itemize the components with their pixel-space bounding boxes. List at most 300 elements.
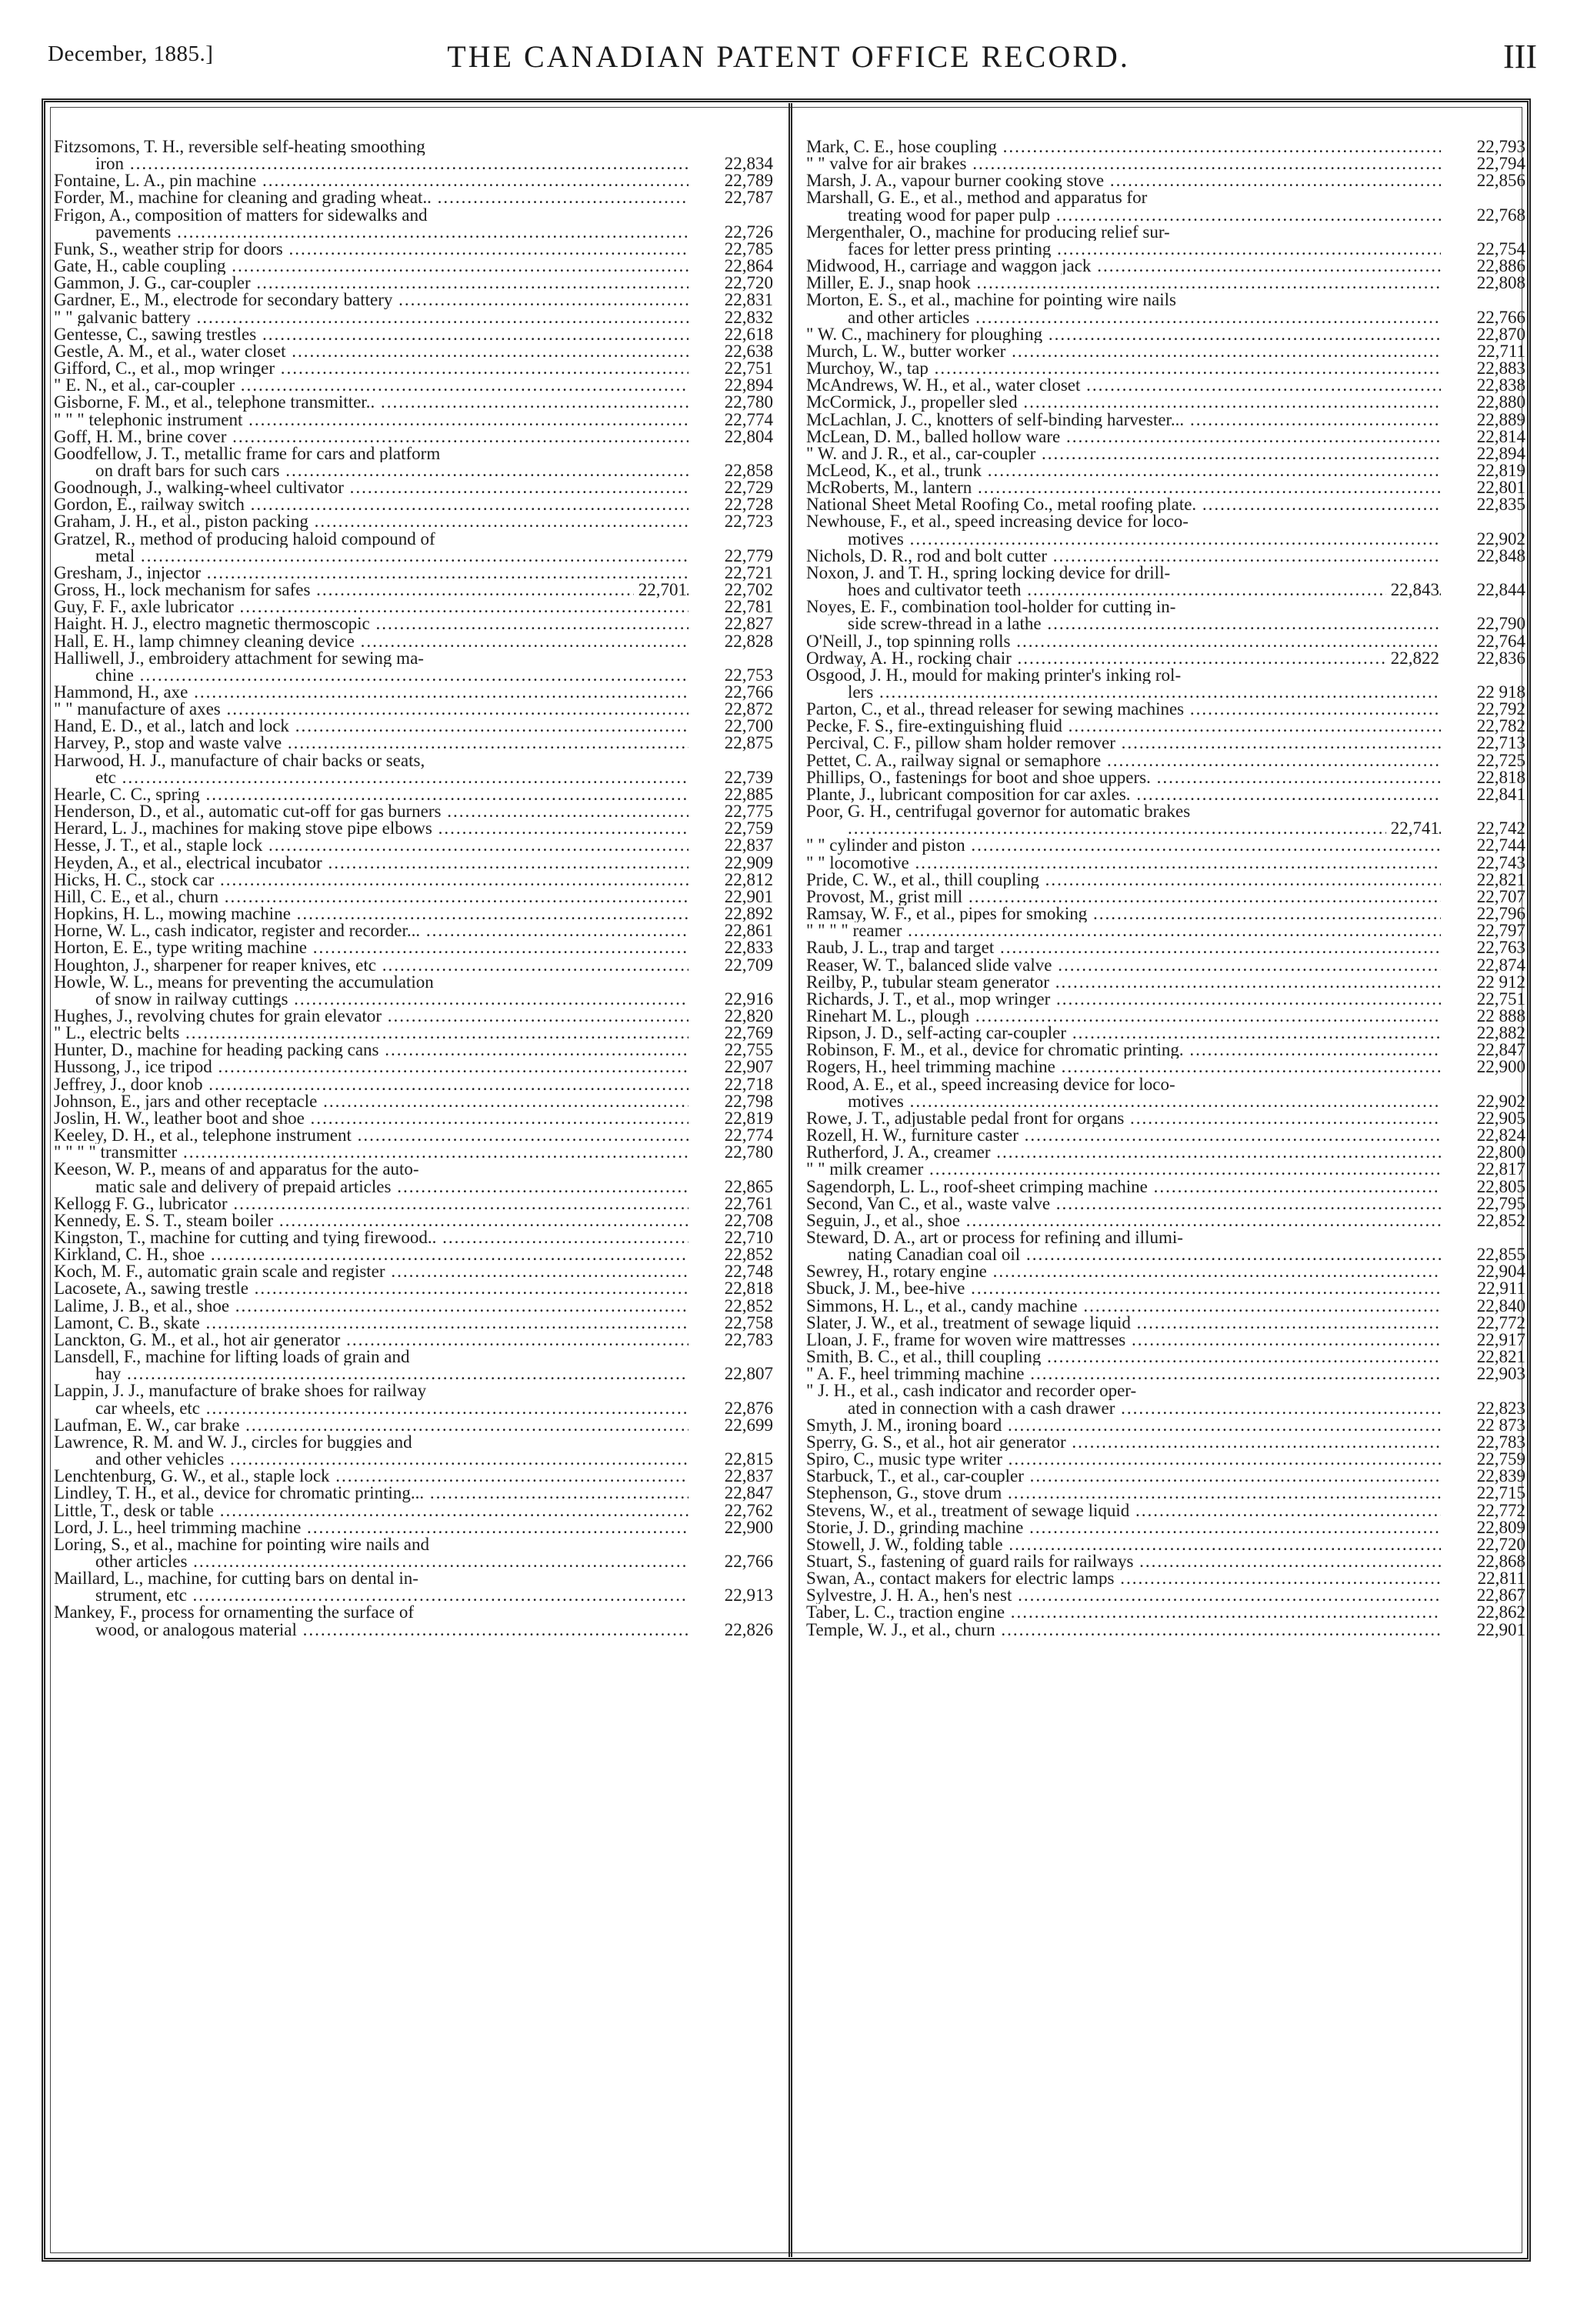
index-entry xyxy=(54,1329,773,1349)
index-entry xyxy=(54,360,773,377)
entry-text: Stuart, S., fastening of guard rails for railways ..... xyxy=(806,1553,1441,1570)
entry-patent-number: 22,766 xyxy=(1476,307,1525,327)
page-header xyxy=(0,38,1577,85)
index-entry xyxy=(54,513,773,530)
entry-text: Harwood, H. J., manufacture of chair backs or seats, xyxy=(54,752,425,769)
entry-text: Joslin, H. W., leather boot and shoe ..... xyxy=(54,1110,688,1127)
index-entry xyxy=(54,1312,773,1332)
index-entry xyxy=(806,545,1525,565)
entry-continuation: faces for letter press printing ..... xyxy=(806,241,1441,258)
index-entry xyxy=(54,343,773,360)
entry-patent-number: 22,761 xyxy=(724,1193,773,1213)
entry-patent-number: 22,782 xyxy=(1476,716,1525,736)
entry-text: Hicks, H. C., stock car ..... xyxy=(54,872,688,889)
entry-patent-number: 22,841 xyxy=(1476,784,1525,804)
index-entry xyxy=(54,1263,773,1280)
index-entry xyxy=(806,752,1525,769)
index-entry xyxy=(806,1382,1525,1416)
entry-text: Gentesse, C., sawing trestles ..... xyxy=(54,326,688,343)
entry-alt-patent-number: 22,701 xyxy=(634,582,687,599)
index-entry xyxy=(54,599,773,615)
entry-patent-number: 22,709 xyxy=(724,955,773,975)
index-entry xyxy=(54,1195,773,1212)
index-entry xyxy=(54,428,773,445)
entry-patent-number: 22,820 xyxy=(724,1005,773,1025)
index-entry xyxy=(54,292,773,308)
index-entry xyxy=(54,562,773,582)
entry-text: Little, T., desk or table ..... xyxy=(54,1502,688,1519)
entry-patent-number: 22,916 xyxy=(724,989,773,1009)
entry-text: Pettet, C. A., railway signal or semaphore ..... xyxy=(806,752,1441,769)
entry-text: Marshall, G. E., et al., method and apparatus for xyxy=(806,189,1148,207)
entry-text: Howle, W. L., means for preventing the accumulation xyxy=(54,973,434,991)
entry-text: Lappin, J. J., manufacture of brake shoes for railway xyxy=(54,1382,427,1400)
entry-patent-number: 22,721 xyxy=(724,562,773,582)
entry-text: Lamont, C. B., skate ..... xyxy=(54,1315,688,1332)
entry-text: Kennedy, E. S. T., steam boiler ..... xyxy=(54,1212,688,1229)
entry-text: Guy, F. F., axle lubricator ..... xyxy=(54,599,688,615)
index-entry xyxy=(54,1382,773,1416)
index-entry xyxy=(806,1229,1525,1263)
index-entry xyxy=(806,1587,1525,1604)
index-entry xyxy=(806,1417,1525,1434)
entry-text: Gross, H., lock mechanism for safes ..... xyxy=(54,582,688,599)
entry-text: Ordway, A. H., rocking chair ..... xyxy=(806,650,1441,667)
index-entry xyxy=(806,1619,1525,1639)
entry-patent-number: 22,766 xyxy=(724,682,773,702)
entry-patent-number: 22,835 xyxy=(1476,495,1525,515)
entry-text: McRoberts, M., lantern ..... xyxy=(806,479,1441,496)
entry-alt-patent-number: 22,843 xyxy=(1386,582,1439,599)
entry-patent-number: 22,832 xyxy=(724,307,773,327)
entry-text: Horton, E. E., type writing machine ..... xyxy=(54,939,688,956)
entry-text: Frigon, A., composition of matters for sidewalks and xyxy=(54,206,428,224)
entry-text: Spiro, C., music type writer ..... xyxy=(806,1451,1441,1468)
entry-patent-number: 22,809 xyxy=(1476,1517,1525,1537)
entry-patent-number: 22,882 xyxy=(1476,1023,1525,1043)
entry-continuation: nating Canadian coal oil ..... xyxy=(806,1246,1441,1263)
entry-patent-number: 22,840 xyxy=(1476,1295,1525,1315)
entry-text: Ramsay, W. F., et al., pipes for smoking ..... xyxy=(806,905,1441,922)
index-entry xyxy=(806,1451,1525,1468)
entry-patent-number: 22,702 xyxy=(724,580,773,600)
entry-patent-number: 22,781 xyxy=(724,597,773,617)
entry-patent-number: 22,775 xyxy=(724,802,773,822)
index-entry xyxy=(54,886,773,906)
entry-patent-number: 22 918 xyxy=(1476,682,1525,702)
entry-text: Gratzel, R., method of producing haloid compound of xyxy=(54,530,435,548)
entry-continuation: hay ..... xyxy=(54,1365,688,1382)
entry-patent-number: 22,707 xyxy=(1476,886,1525,906)
index-entry xyxy=(54,922,773,939)
entry-continuation: side screw-thread in a lathe ..... xyxy=(806,615,1441,632)
entry-patent-number: 22,821 xyxy=(1476,1347,1525,1367)
index-entry xyxy=(54,820,773,837)
entry-text: Lacosete, A., sawing trestle ..... xyxy=(54,1280,688,1297)
entry-text: Lawrence, R. M. and W. J., circles for buggies and xyxy=(54,1433,412,1452)
index-entry xyxy=(806,360,1525,377)
entry-text: Hand, E. D., et al., latch and lock ..... xyxy=(54,718,688,735)
index-entry xyxy=(54,1604,773,1638)
entry-patent-number: 22,917 xyxy=(1476,1329,1525,1349)
index-entry xyxy=(54,615,773,632)
entry-text: Noyes, E. F., combination tool-holder for cutting in- xyxy=(806,599,1176,616)
entry-patent-number: 22,870 xyxy=(1476,324,1525,344)
entry-text: Fitzsomons, T. H., reversible self-heating smoothing xyxy=(54,138,425,156)
index-entry xyxy=(54,650,773,684)
entry-patent-number: 22,862 xyxy=(1476,1602,1525,1622)
entry-text: " W. C., machinery for ploughing ..... xyxy=(806,326,1441,343)
entry-continuation: metal ..... xyxy=(54,548,688,565)
entry-text: Mankey, F., process for ornamenting the surface of xyxy=(54,1604,415,1622)
entry-patent-number: 22,783 xyxy=(1476,1432,1525,1452)
entry-text: " " milk creamer ..... xyxy=(806,1161,1441,1178)
entry-patent-number: 22,855 xyxy=(1476,1245,1525,1265)
entry-patent-number: 22,728 xyxy=(724,495,773,515)
index-entry xyxy=(806,513,1525,547)
index-entry xyxy=(54,684,773,701)
entry-text: Hammond, H., axe ..... xyxy=(54,684,688,701)
entry-text: Steward, D. A., art or process for refining and illumi- xyxy=(806,1229,1183,1247)
index-entry xyxy=(54,531,773,565)
index-entry xyxy=(806,292,1525,325)
entry-patent-number: 22,812 xyxy=(724,869,773,889)
entry-patent-number: 22,774 xyxy=(724,409,773,429)
entry-text: Hopkins, H. L., mowing machine ..... xyxy=(54,905,688,922)
entry-patent-number: 22,833 xyxy=(724,938,773,958)
entry-patent-number: 22,762 xyxy=(724,1500,773,1520)
entry-text: Reilby, P., tubular steam generator ..... xyxy=(806,974,1441,991)
entry-patent-number: 22,844 xyxy=(1476,580,1525,600)
entry-text: Herard, L. J., machines for making stove pipe elbows ..... xyxy=(54,820,688,837)
entry-continuation: iron ..... xyxy=(54,155,688,172)
index-entry xyxy=(54,1229,773,1246)
index-entry xyxy=(54,1349,773,1382)
entry-patent-number: 22,805 xyxy=(1476,1176,1525,1196)
index-entry xyxy=(54,1042,773,1059)
entry-patent-number: 22,852 xyxy=(724,1295,773,1315)
entry-text: Horne, W. L., cash indicator, register and recorder... ..... xyxy=(54,922,688,939)
entry-text: Laufman, E. W., car brake ..... xyxy=(54,1417,688,1434)
index-entry xyxy=(806,1365,1525,1382)
entry-patent-number: 22,759 xyxy=(1476,1449,1525,1469)
entry-text: Sperry, G. S., et al., hot air generator ..... xyxy=(806,1434,1441,1451)
index-entry xyxy=(54,326,773,343)
entry-patent-number: 22,797 xyxy=(1476,921,1525,941)
entry-patent-number: 22,787 xyxy=(724,188,773,208)
entry-text: Robinson, F. M., et al., device for chromatic printing. ..... xyxy=(806,1042,1441,1059)
entry-text: Temple, W. J., et al., churn ..... xyxy=(806,1622,1441,1639)
index-entry xyxy=(806,1434,1525,1451)
entry-text: Sylvestre, J. H. A., hen's nest ..... xyxy=(806,1587,1441,1604)
entry-patent-number: 22,885 xyxy=(724,784,773,804)
entry-text: Henderson, D., et al., automatic cut-off for gas burners ..... xyxy=(54,803,688,820)
entry-patent-number: 22,800 xyxy=(1476,1142,1525,1162)
index-entry xyxy=(806,1502,1525,1519)
entry-patent-number: 22,772 xyxy=(1476,1500,1525,1520)
index-entry xyxy=(806,869,1525,889)
index-entry xyxy=(806,837,1525,854)
index-entry xyxy=(54,394,773,411)
entry-alt-patent-number: 22,822 xyxy=(1386,650,1439,667)
entry-continuation: car wheels, etc ..... xyxy=(54,1400,688,1417)
index-entry xyxy=(806,991,1525,1008)
entry-patent-number: 22,836 xyxy=(1476,648,1525,668)
entry-patent-number: 22,718 xyxy=(724,1074,773,1094)
entry-patent-number: 22,902 xyxy=(1476,528,1525,548)
entry-continuation xyxy=(806,820,1441,837)
entry-patent-number: 22,780 xyxy=(724,392,773,412)
entry-text: " " locomotive ..... xyxy=(806,855,1441,872)
entry-text: Simmons, H. L., et al., candy machine ..... xyxy=(806,1298,1441,1315)
index-entry xyxy=(806,1295,1525,1315)
entry-text: Midwood, H., carriage and waggon jack ..... xyxy=(806,258,1441,275)
entry-text: Gifford, C., et al., mop wringer ..... xyxy=(54,360,688,377)
entry-text: Gordon, E., railway switch ..... xyxy=(54,496,688,513)
index-entry xyxy=(806,445,1525,462)
entry-text: Goodnough, J., walking-wheel cultivator ..... xyxy=(54,479,688,496)
entry-text: Kellogg F. G., lubricator ..... xyxy=(54,1195,688,1212)
entry-patent-number: 22 912 xyxy=(1476,972,1525,992)
index-entry xyxy=(54,1570,773,1604)
entry-text: Mergenthaler, O., machine for producing relief sur- xyxy=(806,223,1170,241)
entry-patent-number: 22,769 xyxy=(724,1023,773,1043)
index-entry xyxy=(806,565,1525,599)
entry-patent-number: 22,708 xyxy=(724,1210,773,1230)
index-entry xyxy=(806,275,1525,292)
entry-text: Hunter, D., machine for heading packing cans ..... xyxy=(54,1042,688,1059)
entry-text: Loring, S., et al., machine for pointing wire nails and xyxy=(54,1535,429,1553)
index-entry xyxy=(806,650,1525,667)
index-entry xyxy=(54,1025,773,1042)
entry-text: Murchoy, W., tap ..... xyxy=(806,360,1441,377)
entry-patent-number: 22,783 xyxy=(724,1329,773,1349)
entry-continuation: pavements ..... xyxy=(54,224,688,241)
entry-patent-number: 22,720 xyxy=(724,273,773,293)
entry-continuation: treating wood for paper pulp ..... xyxy=(806,207,1441,224)
index-entry xyxy=(806,852,1525,872)
entry-patent-number: 22,894 xyxy=(724,375,773,395)
entry-text: Marsh, J. A., vapour burner cooking stove ..... xyxy=(806,172,1441,189)
entry-patent-number: 22,818 xyxy=(724,1279,773,1299)
index-entry xyxy=(806,1076,1525,1110)
entry-patent-number: 22,792 xyxy=(1476,699,1525,719)
entry-text: Hesse, J. T., et al., staple lock ..... xyxy=(54,837,688,854)
entry-patent-number: 22,852 xyxy=(1476,1210,1525,1230)
entry-patent-number: 22,764 xyxy=(1476,631,1525,651)
index-entry xyxy=(806,1110,1525,1127)
index-entry xyxy=(806,769,1525,786)
entry-text: Rinehart M. L., plough ..... xyxy=(806,1008,1441,1025)
entry-text: McAndrews, W. H., et al., water closet ..... xyxy=(806,377,1441,394)
index-entry xyxy=(54,786,773,803)
entry-patent-number: 22,834 xyxy=(724,154,773,174)
entry-text: Murch, L. W., butter worker ..... xyxy=(806,343,1441,360)
index-entry xyxy=(54,1246,773,1263)
entry-text: " J. H., et al., cash indicator and recorder oper- xyxy=(806,1382,1137,1400)
entry-patent-number: 22,748 xyxy=(724,1262,773,1282)
entry-patent-number: 22,713 xyxy=(1476,733,1525,753)
entry-patent-number: 22,911 xyxy=(1477,1279,1525,1299)
index-entry xyxy=(54,633,773,650)
entry-text: McLeod, K., et al., trunk ..... xyxy=(806,462,1441,479)
header-date: December, 1885.] xyxy=(48,42,214,66)
entry-text: Sbuck, J. M., bee-hive ..... xyxy=(806,1280,1441,1297)
index-entry xyxy=(806,939,1525,956)
index-entry xyxy=(806,1485,1525,1502)
page-number: III xyxy=(1503,38,1537,75)
entry-patent-number: 22,847 xyxy=(1476,1040,1525,1060)
entry-text: Lloan, J. F., frame for woven wire mattresses ..... xyxy=(806,1332,1441,1349)
entry-text: Gammon, J. G., car-coupler ..... xyxy=(54,275,688,292)
entry-text: Fontaine, L. A., pin machine ..... xyxy=(54,172,688,189)
entry-text: Taber, L. C., traction engine ..... xyxy=(806,1604,1441,1621)
entry-text: " E. N., et al., car-coupler ..... xyxy=(54,377,688,394)
entry-text: Goodfellow, J. T., metallic frame for cars and platform xyxy=(54,445,441,462)
entry-continuation: etc ..... xyxy=(54,769,688,786)
entry-text: " W. and J. R., et al., car-coupler ..... xyxy=(806,445,1441,462)
entry-text: Provost, M., grist mill ..... xyxy=(806,889,1441,905)
entry-continuation: motives ..... xyxy=(806,531,1441,548)
index-entry xyxy=(54,479,773,496)
index-entry xyxy=(806,803,1525,837)
entry-text: " " valve for air brakes ..... xyxy=(806,155,1441,172)
index-entry xyxy=(54,1519,773,1536)
index-entry xyxy=(806,409,1525,429)
entry-text: Hill, C. E., et al., churn ..... xyxy=(54,889,688,905)
entry-patent-number: 22,726 xyxy=(724,222,773,242)
entry-patent-number: 22,710 xyxy=(724,1228,773,1247)
entry-patent-number: 22,875 xyxy=(724,733,773,753)
entry-patent-number: 22,856 xyxy=(1476,171,1525,191)
entry-text: Keeson, W. P., means of and apparatus for the auto- xyxy=(54,1161,419,1179)
entry-patent-number: 22,723 xyxy=(724,512,773,532)
index-entry xyxy=(54,582,773,599)
index-entry xyxy=(806,599,1525,632)
entry-patent-number: 22,817 xyxy=(1476,1159,1525,1179)
index-entry xyxy=(806,1519,1525,1536)
entry-patent-number: 22,699 xyxy=(724,1415,773,1435)
index-entry xyxy=(806,1329,1525,1349)
entry-text: Jeffrey, J., door knob ..... xyxy=(54,1076,688,1093)
entry-text: " L., electric belts ..... xyxy=(54,1025,688,1042)
index-entry xyxy=(54,1127,773,1144)
index-entry xyxy=(806,1570,1525,1587)
entry-patent-number: 22,785 xyxy=(724,238,773,258)
entry-continuation: other articles ..... xyxy=(54,1553,688,1570)
entry-patent-number: 22,819 xyxy=(724,1108,773,1128)
entry-text: McLachlan, J. C., knotters of self-binding harvester... ..... xyxy=(806,412,1441,428)
index-entry xyxy=(806,1263,1525,1280)
entry-patent-number: 22,807 xyxy=(724,1364,773,1384)
entry-patent-number: 22,900 xyxy=(1476,1057,1525,1077)
index-entry xyxy=(806,1349,1525,1365)
entry-patent-number: 22,814 xyxy=(1476,426,1525,446)
index-entry xyxy=(54,957,773,974)
left-column-index xyxy=(54,138,773,1639)
entry-text: Smith, B. C., et al., thill coupling ..... xyxy=(806,1349,1441,1365)
index-entry xyxy=(54,1110,773,1127)
entry-text: " " " " transmitter ..... xyxy=(54,1144,688,1161)
entry-patent-number: 22,901 xyxy=(724,886,773,906)
entry-text: Halliwell, J., embroidery attachment for sewing ma- xyxy=(54,649,424,667)
entry-text: " " " " reamer ..... xyxy=(806,922,1441,939)
entry-patent-number: 22,790 xyxy=(1476,614,1525,634)
entry-patent-number: 22,743 xyxy=(1476,852,1525,872)
index-entry xyxy=(54,409,773,429)
entry-text: Slater, J. W., et al., treatment of sewage liquid ..... xyxy=(806,1315,1441,1332)
index-entry xyxy=(54,138,773,172)
entry-patent-number: 22,904 xyxy=(1476,1262,1525,1282)
index-entry xyxy=(54,275,773,292)
entry-patent-number: 22,801 xyxy=(1476,478,1525,498)
entry-text: Ripson, J. D., self-acting car-coupler ..... xyxy=(806,1025,1441,1042)
entry-patent-number: 22,779 xyxy=(724,545,773,565)
entry-patent-number: 22,864 xyxy=(724,256,773,276)
entry-patent-number: 22,889 xyxy=(1476,409,1525,429)
entry-text: Phillips, O., fastenings for boot and shoe uppers. ..... xyxy=(806,769,1441,786)
entry-text: Hearle, C. C., spring ..... xyxy=(54,786,688,803)
index-entry xyxy=(54,1295,773,1315)
index-entry xyxy=(54,1144,773,1161)
entry-continuation: ated in connection with a cash drawer ..... xyxy=(806,1400,1441,1417)
entry-patent-number: 22,739 xyxy=(724,767,773,787)
entry-text: " A. F., heel trimming machine ..... xyxy=(806,1365,1441,1382)
entry-patent-number: 22,837 xyxy=(724,1466,773,1486)
entry-text: Stevens, W., et al., treatment of sewage liquid ..... xyxy=(806,1502,1441,1519)
entry-patent-number: 22,852 xyxy=(724,1245,773,1265)
index-entry xyxy=(806,1468,1525,1485)
entry-text: Parton, C., et al., thread releaser for sewing machines ..... xyxy=(806,701,1441,718)
entry-text: " " galvanic battery ..... xyxy=(54,309,688,326)
header-title: THE CANADIAN PATENT OFFICE RECORD. xyxy=(447,39,1130,74)
index-entry xyxy=(806,735,1525,752)
entry-patent-number: 22,711 xyxy=(1477,341,1525,361)
entry-patent-number: 22,894 xyxy=(1476,443,1525,463)
index-entry xyxy=(806,1025,1525,1042)
entry-patent-number: 22,772 xyxy=(1476,1312,1525,1332)
index-entry xyxy=(54,1093,773,1110)
entry-text: Rood, A. E., et al., speed increasing device for loco- xyxy=(806,1075,1175,1093)
entry-text: Percival, C. F., pillow sham holder remover ..... xyxy=(806,735,1441,752)
index-entry xyxy=(54,1485,773,1502)
index-entry xyxy=(806,1536,1525,1553)
entry-patent-number: 22,744 xyxy=(1476,835,1525,855)
entry-patent-number: 22,831 xyxy=(724,290,773,310)
entry-patent-number: 22,867 xyxy=(1476,1585,1525,1605)
column-divider xyxy=(788,103,792,2257)
entry-patent-number: 22,751 xyxy=(724,358,773,378)
index-entry xyxy=(54,1212,773,1229)
entry-patent-number: 22,720 xyxy=(1476,1534,1525,1554)
entry-patent-number: 22,715 xyxy=(1476,1483,1525,1503)
entry-patent-number: 22,848 xyxy=(1476,545,1525,565)
entry-alt-patent-number: 22,741 xyxy=(1386,820,1439,837)
entry-text: Forder, M., machine for cleaning and grading wheat.. ..... xyxy=(54,189,688,206)
index-entry xyxy=(806,343,1525,360)
entry-text: Rogers, H., heel trimming machine ..... xyxy=(806,1059,1441,1075)
entry-text: Sewrey, H., rotary engine ..... xyxy=(806,1263,1441,1280)
entry-text: Swan, A., contact makers for electric lamps ..... xyxy=(806,1570,1441,1587)
entry-patent-number: 22,780 xyxy=(724,1142,773,1162)
index-entry xyxy=(54,852,773,872)
entry-text: Houghton, J., sharpener for reaper knives, etc ..... xyxy=(54,957,688,974)
index-entry xyxy=(806,172,1525,189)
entry-patent-number: 22,763 xyxy=(1476,938,1525,958)
index-entry xyxy=(806,905,1525,922)
index-entry xyxy=(54,1059,773,1075)
entry-text: Pecke, F. S., fire-extinguishing fluid ..... xyxy=(806,718,1441,735)
